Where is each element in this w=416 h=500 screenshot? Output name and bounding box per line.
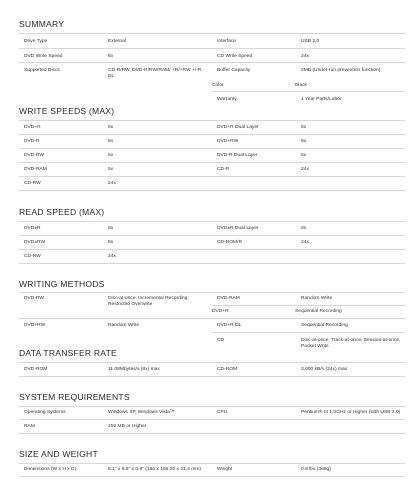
spec-value: Disc-at-once, Track-at-once, Session-at-once, Packet Write (301, 338, 401, 350)
spec-value: 8x (108, 240, 114, 245)
spec-value: 0.8 lbs (365g) (301, 467, 331, 472)
spec-value: USB 2.0 (301, 39, 320, 44)
spec-label: Operating Systems (24, 410, 66, 415)
spec-value: 6x (301, 125, 307, 130)
spec-value: 8x (108, 54, 114, 59)
spec-label: Drive Type (24, 39, 48, 44)
divider (19, 362, 405, 363)
spec-label: DVD+RW (217, 139, 239, 144)
divider (19, 162, 405, 163)
spec-value: 8x (108, 139, 114, 144)
spec-label: DVD-RAM (217, 296, 240, 301)
divider (19, 249, 405, 250)
spec-label: Weight (217, 467, 233, 472)
spec-label: DVD-R (24, 139, 40, 144)
divider (19, 221, 405, 222)
spec-value: 6x (301, 153, 307, 158)
divider (212, 332, 405, 333)
divider (19, 476, 405, 477)
spec-label: CD-ROM (217, 367, 238, 372)
section-title-summary: SUMMARY (19, 19, 65, 29)
spec-label: DVD-RAM (24, 167, 47, 172)
spec-value: 5x (108, 167, 114, 172)
spec-value: Windows XP, Windows Vista™ (108, 410, 175, 415)
divider (19, 433, 405, 434)
spec-value: CD-R/RW, DVD-R/RW/RAM/ +R/+RW +/-R DL (108, 68, 202, 80)
spec-label: DVD-ROM (24, 367, 48, 372)
spec-value: 24x (301, 54, 309, 59)
spec-value: 24x (301, 167, 309, 172)
spec-label: DVD-R Dual Layer (217, 153, 258, 158)
spec-label: DVD Write Speed (24, 54, 63, 59)
spec-value: 3,600 kB/s (24x) max (301, 367, 348, 372)
divider (19, 48, 405, 49)
spec-value: 6.1" x 6.5" x 0.8" (156 x 165.20 x 21.4 mm) (108, 467, 202, 472)
spec-value: 1 Year Parts/Labor (301, 97, 342, 102)
divider (19, 419, 405, 420)
divider (19, 62, 405, 63)
spec-label: DVD+R (24, 125, 41, 130)
spec-value: External (108, 39, 126, 44)
divider (19, 463, 405, 464)
spec-value: Disc-at-once, Incremental Recording, Restricted Overwrite (108, 296, 189, 308)
spec-value: Black (295, 83, 307, 88)
spec-value: 24x (301, 240, 309, 245)
spec-label: DVD-RW (24, 296, 45, 301)
spec-label: DVD±RW (24, 240, 46, 245)
spec-label: CD-RW (24, 181, 41, 186)
spec-value: Pentium® III 1.0GHz or Higher (with USB 2.0) (301, 410, 401, 415)
spec-label: Supported Discs (24, 68, 60, 73)
spec-label: DVD+R DL (217, 323, 242, 328)
divider (19, 263, 405, 264)
spec-value: 11.08Mbytes/s (8x) max (108, 367, 160, 372)
spec-value: 8x (301, 139, 307, 144)
spec-label: Warranty (217, 97, 237, 102)
spec-label: CD-RW (24, 254, 41, 259)
spec-value: 6x (108, 153, 114, 158)
spec-value: 8x (301, 226, 307, 231)
spec-value: 24x (108, 254, 116, 259)
divider (19, 176, 405, 177)
spec-label: DVD+R (212, 309, 229, 314)
spec-label: CD-ROM/R (217, 240, 242, 245)
spec-value: 8x (108, 125, 114, 130)
divider (19, 120, 405, 121)
spec-value: 24x (108, 181, 116, 186)
section-title-write-speeds: WRITE SPEEDS (MAX) (19, 106, 115, 116)
divider (19, 292, 405, 293)
section-title-read-speed: READ SPEED (MAX) (19, 207, 105, 217)
section-title-writing-methods: WRITING METHODS (19, 279, 105, 289)
spec-label: Interface (217, 39, 237, 44)
divider (19, 376, 405, 377)
spec-label: Buffer Capacity (217, 68, 251, 73)
divider (19, 235, 405, 236)
divider (19, 33, 405, 34)
spec-value: Sequential Recording (295, 309, 342, 314)
spec-value: 256 MB or Higher (108, 424, 147, 429)
spec-label: DVD+R Dual Layer (217, 125, 259, 130)
divider (19, 406, 405, 407)
divider (19, 148, 405, 149)
divider (19, 318, 405, 319)
divider (212, 91, 405, 92)
spec-label: CPU (217, 410, 228, 415)
spec-value: 8x (108, 226, 114, 231)
spec-value: Random Write (301, 296, 333, 301)
spec-label: DVD±R Dual Layer (217, 226, 259, 231)
spec-value: Random Write (108, 323, 140, 328)
divider (19, 134, 405, 135)
spec-label: DVD±R (24, 226, 41, 231)
spec-label: RAM (24, 424, 35, 429)
spec-label: CD Write Speed (217, 54, 253, 59)
section-title-data-transfer: DATA TRANSFER RATE (19, 348, 117, 358)
spec-label: CD-R (217, 167, 230, 172)
spec-label: Color (212, 83, 224, 88)
spec-value: Sequential Recording (301, 323, 348, 328)
divider (19, 190, 405, 191)
spec-label: DVD-RW (24, 153, 45, 158)
spec-value: 2MB (Under-run prevention function) (301, 68, 381, 73)
section-title-system-requirements: SYSTEM REQUIREMENTS (19, 392, 130, 402)
section-title-size-weight: SIZE AND WEIGHT (19, 449, 98, 459)
spec-label: DVD+RW (24, 323, 46, 328)
spec-label: CD (217, 338, 225, 343)
spec-label: Dimensions (W x H x D) (24, 467, 77, 472)
divider (212, 305, 405, 306)
